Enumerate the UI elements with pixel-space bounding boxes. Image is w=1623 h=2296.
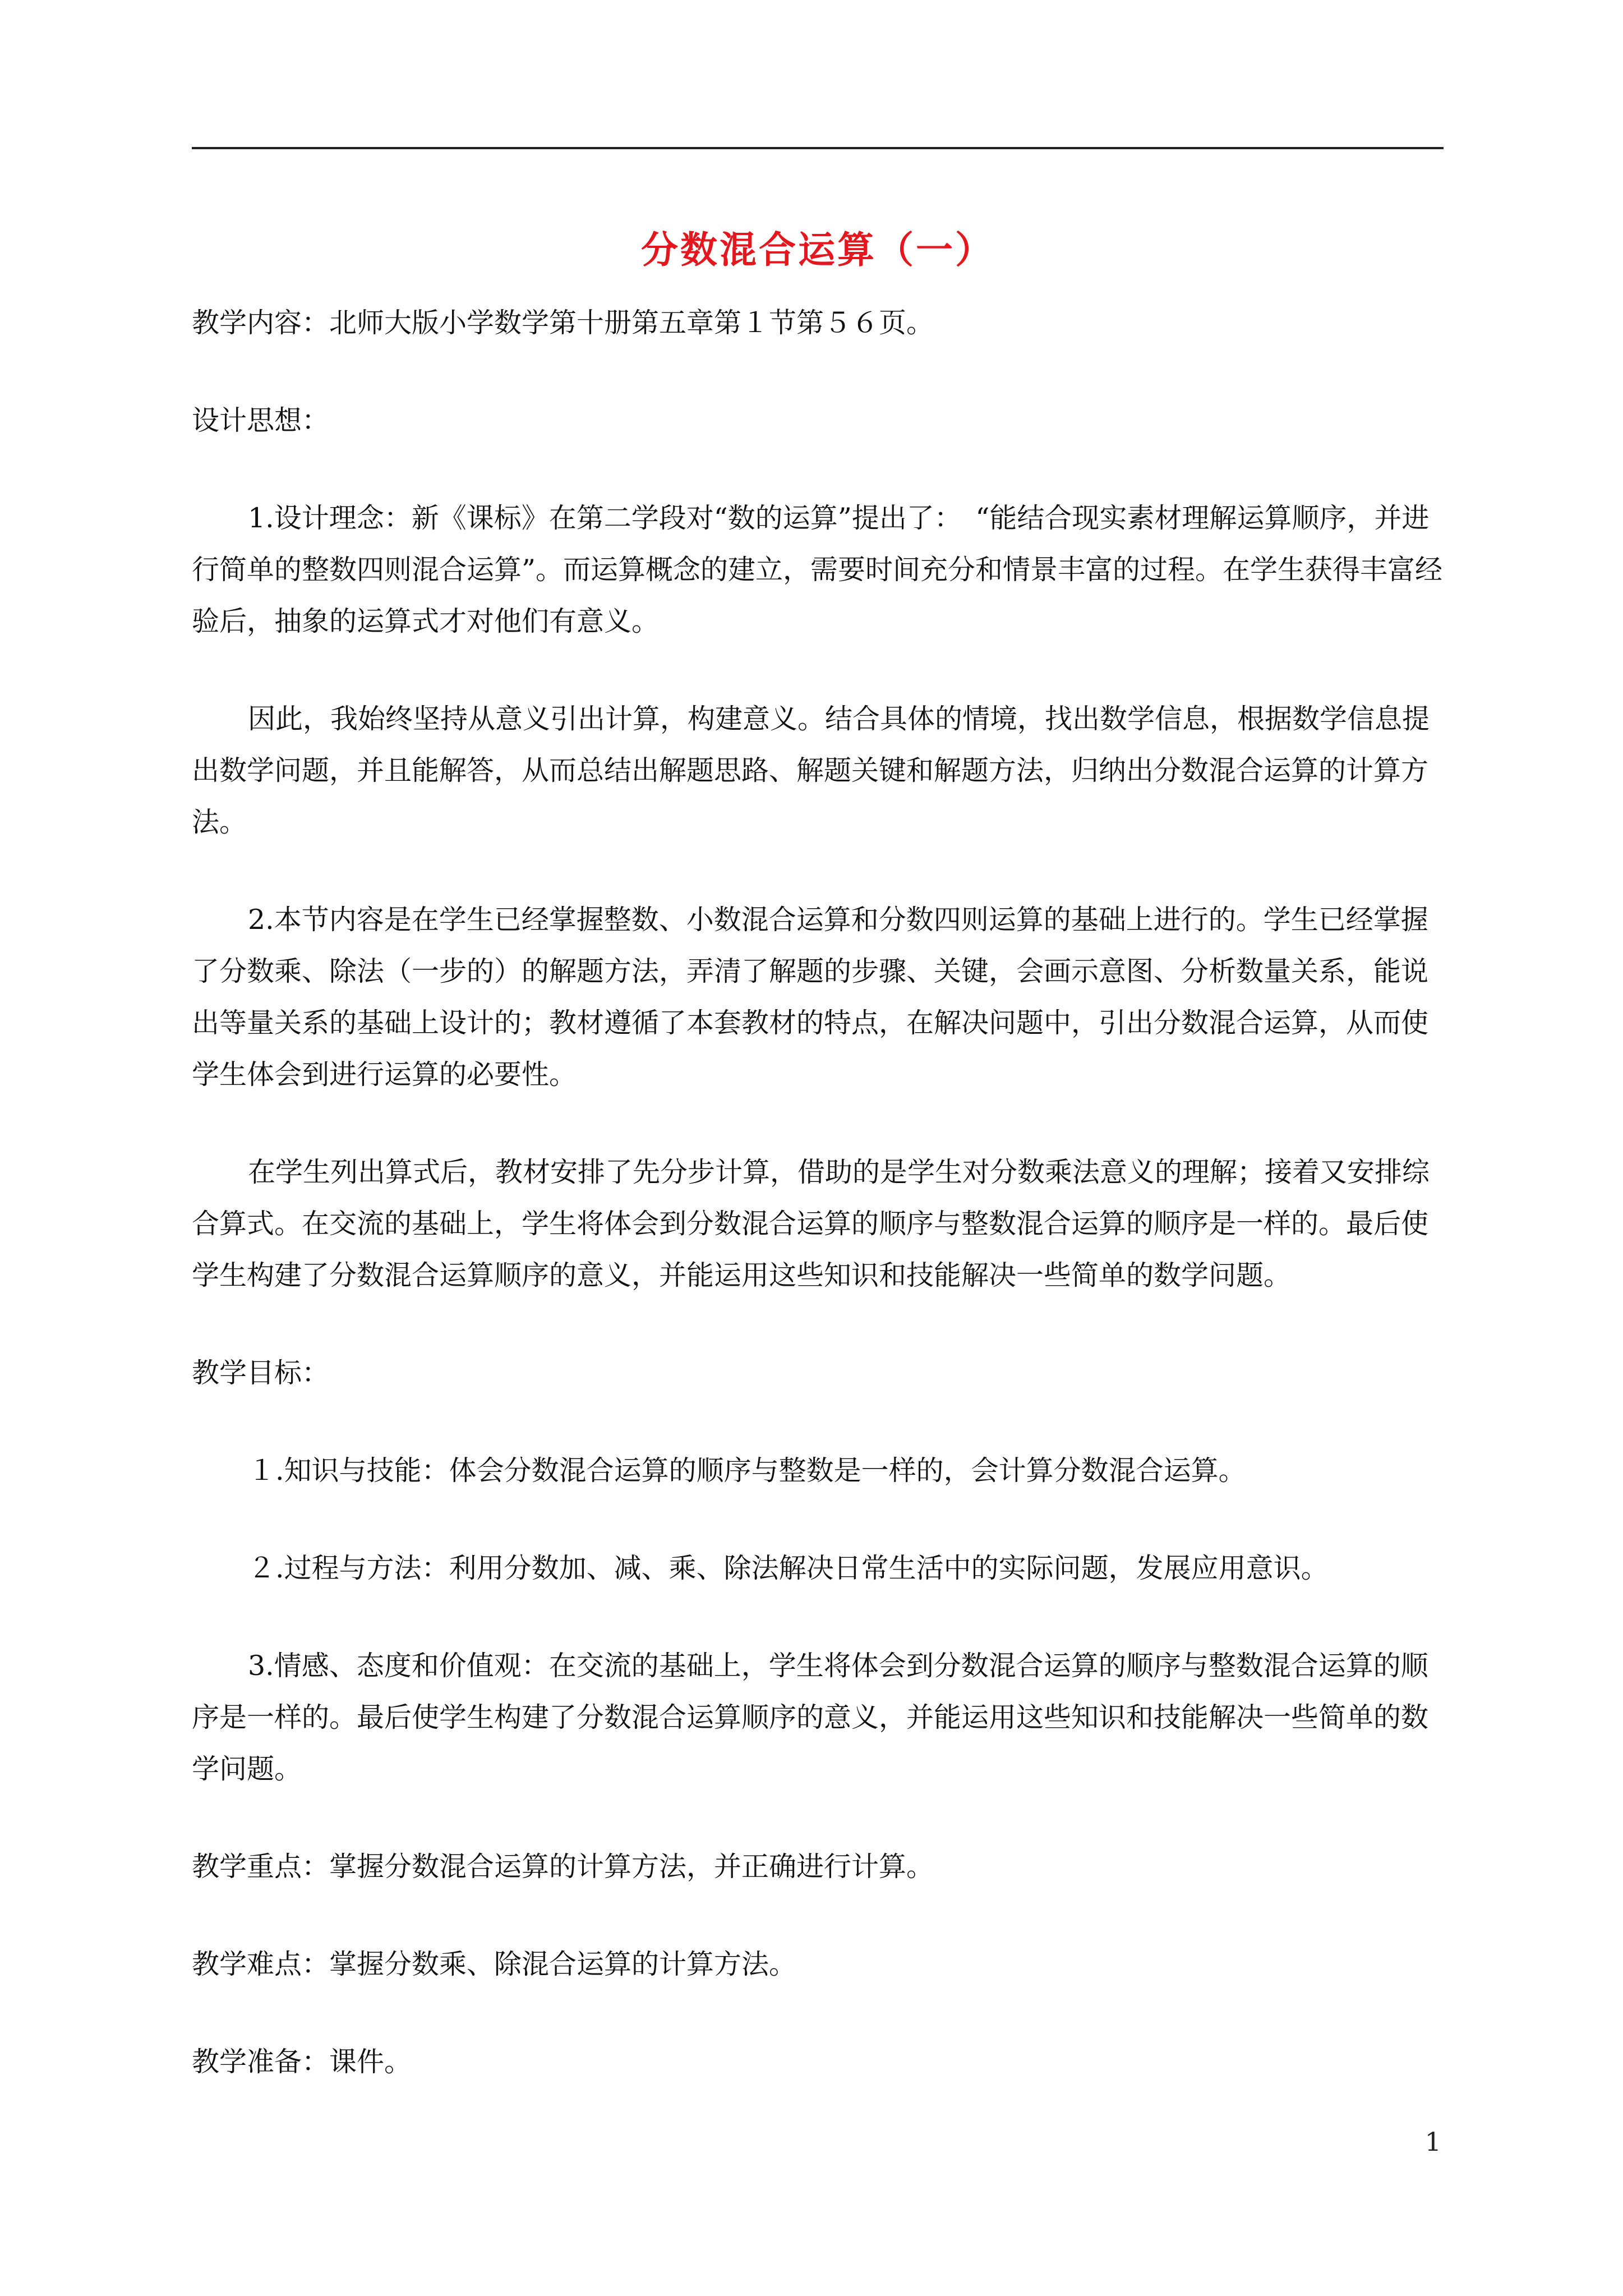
textbook-arrangement-paragraph: 在学生列出算式后，教材安排了先分步计算，借助的是学生对分数乘法意义的理解；接着又安排综合算式。在交流的基础上，学生将体会到分数混合运算的顺序与整数混合运算的顺序是一样的。最后使学生构建了分数混合运算顺序的意义，并能运用这些知识和技能解决一些简单的数学问题。 (192, 1156, 1430, 1291)
goal-process-methods: ２.过程与方法：利用分数加、减、乘、除法解决日常生活中的实际问题，发展应用意识。 (248, 1552, 1329, 1584)
document-body (192, 297, 1444, 2088)
page-number: 1 (1424, 2127, 1441, 2157)
design-concept-paragraph: 1.设计理念：新《课标》在第二学段对“数的运算”提出了： “能结合现实素材理解运算顺序，并进行简单的整数四则混合运算”。而运算概念的建立，需要时间充分和情景丰富的过程。在学生获得丰富经验后，抽象的运算式才对他们有意义。 (192, 502, 1443, 637)
teaching-preparation: 教学准备：课件。 (192, 2046, 412, 2078)
document-title: 分数混合运算（一） (641, 228, 994, 272)
teaching-goals-heading: 教学目标： (192, 1357, 330, 1389)
goal-emotion-values: 3.情感、态度和价值观：在交流的基础上，学生将体会到分数混合运算的顺序与整数混合运算的顺序是一样的。最后使学生构建了分数混合运算顺序的意义，并能运用这些知识和技能解决一些简单的数学问题。 (192, 1650, 1429, 1785)
header-rule (192, 147, 1444, 149)
teaching-content: 教学内容：北师大版小学数学第十册第五章第１节第５６页。 (192, 307, 934, 339)
teaching-difficulty: 教学难点：掌握分数乘、除混合运算的计算方法。 (192, 1948, 797, 1980)
goal-knowledge-skills: １.知识与技能：体会分数混合运算的顺序与整数是一样的，会计算分数混合运算。 (248, 1455, 1246, 1487)
design-thought-heading: 设计思想： (192, 404, 330, 436)
section-content-paragraph: 2.本节内容是在学生已经掌握整数、小数混合运算和分数四则运算的基础上进行的。学生已经掌握了分数乘、除法（一步的）的解题方法，弄清了解题的步骤、关键，会画示意图、分析数量关系，能说出等量关系的基础上设计的；教材遵循了本套教材的特点，在解决问题中，引出分数混合运算，从而使学生体会到进行运算的必要性。 (192, 904, 1429, 1091)
therefore-paragraph: 因此，我始终坚持从意义引出计算，构建意义。结合具体的情境，找出数学信息，根据数学信息提出数学问题，并且能解答，从而总结出解题思路、解题关键和解题方法，归纳出分数混合运算的计算方法。 (192, 703, 1430, 838)
teaching-key-point: 教学重点：掌握分数混合运算的计算方法，并正确进行计算。 (192, 1851, 934, 1883)
